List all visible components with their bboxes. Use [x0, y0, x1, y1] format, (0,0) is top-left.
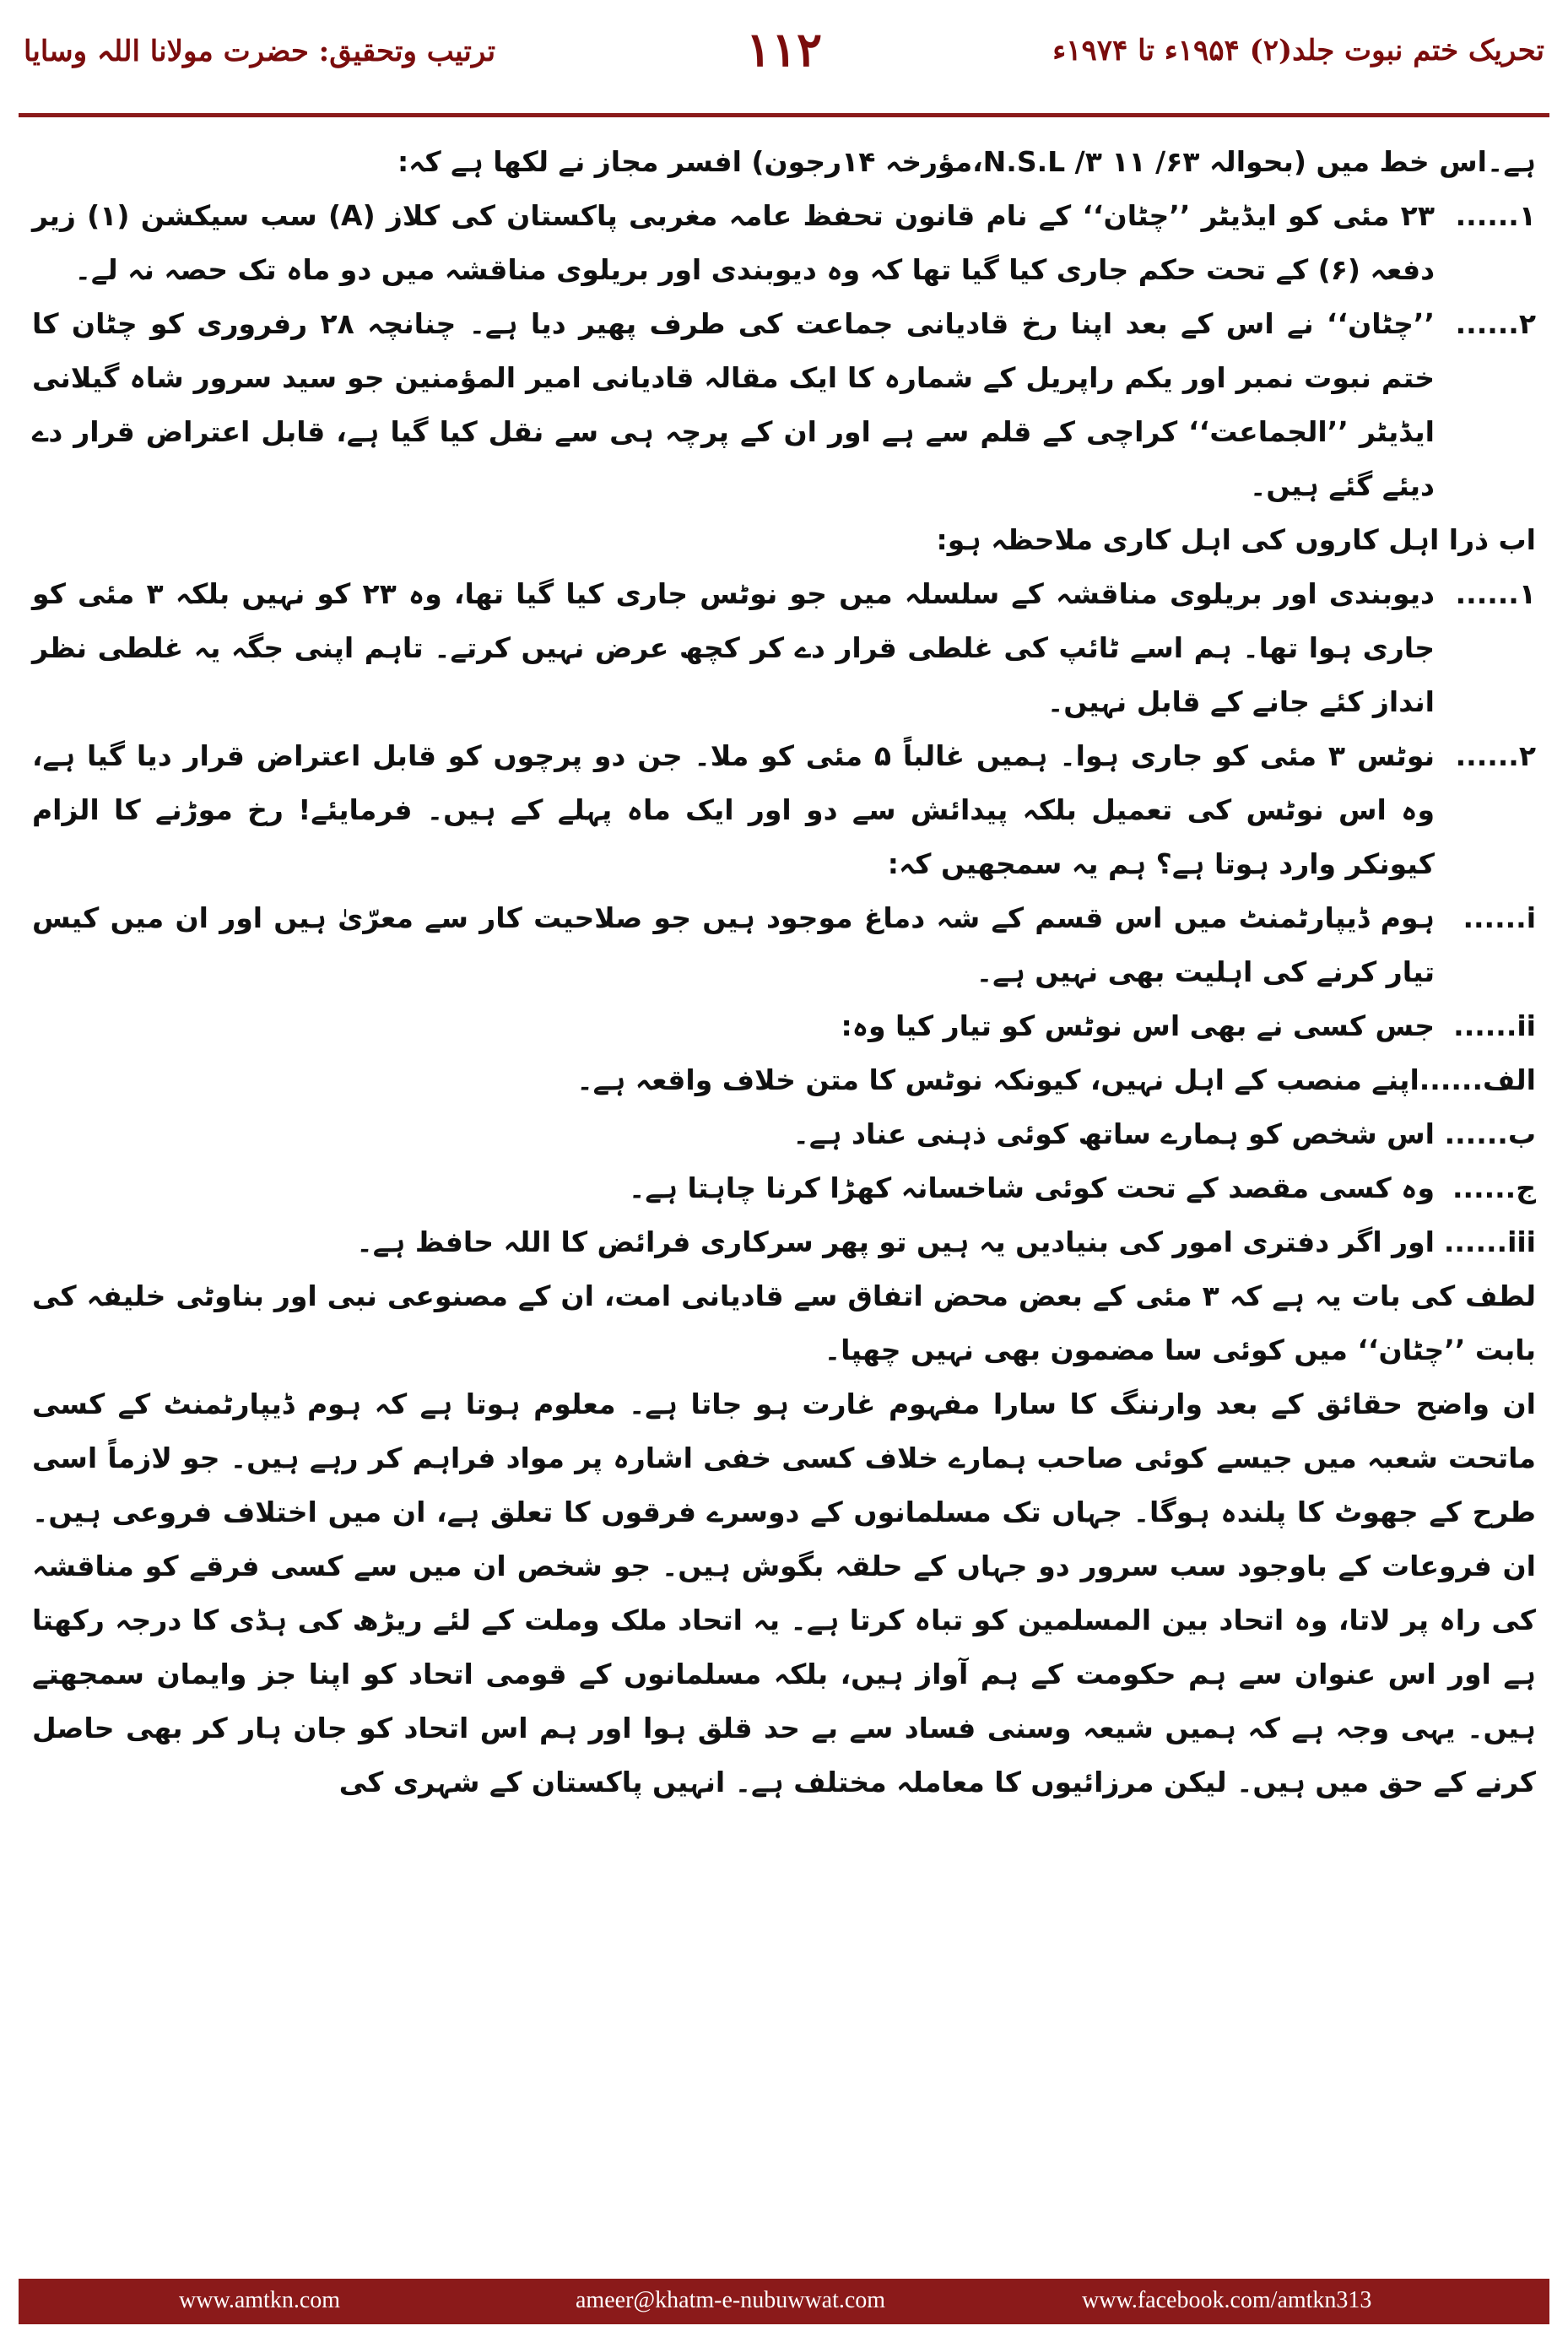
item-text: جس کسی نے بھی اس نوٹس کو تیار کیا وہ: — [841, 1009, 1435, 1042]
item-text: ہوم ڈیپارٹمنٹ میں اس قسم کے شہ دماغ موجود ہیں جو صلاحیت کار سے معرّیٰ ہیں اور ان میں کیس تیار کرنے کی اہلیت بھی نہیں ہے۔ — [32, 901, 1435, 988]
header-divider — [19, 113, 1549, 117]
item-text: اپنے منصب کے اہل نہیں، کیونکہ نوٹس کا متن خلاف واقعہ ہے۔ — [576, 1063, 1419, 1096]
reply-point — [32, 567, 1536, 729]
item-text: دیوبندی اور بریلوی مناقشہ کے سلسلہ میں جو نوٹس جاری کیا گیا تھا، وہ ۲۳ کو نہیں بلکہ ۳ مئی کو جاری ہوا تھا۔ ہم اسے ٹائپ کی غلطی قرار دے کر کچھ عرض نہیں کرتے۔ تاہم اپنی جگہ یہ غلطی نظر انداز کئے جانے کے قابل نہیں۔ — [32, 577, 1435, 718]
item-number: ج...... — [1452, 1171, 1536, 1204]
intro-line: ہے۔اس خط میں (بحوالہ ۶۳/ ۱۱ N.S.L /۳،مؤرخہ ۱۴رجون) افسر مجاز نے لکھا ہے کہ: — [397, 145, 1536, 178]
item-text: ۲۳ مئی کو ایڈیٹر ’’چٹان‘‘ کے نام قانون تحفظ عامہ مغربی پاکستان کی کلاز (A) سب سیکشن (۱) زیر دفعہ (۶) کے تحت حکم جاری کیا گیا تھا کہ وہ دیوبندی اور بریلوی مناقشہ میں دو ماہ تک حصہ نہ لے۔ — [32, 199, 1435, 286]
paragraph: لطف کی بات یہ ہے کہ ۳ مئی کے بعض محض اتفاق سے قادیانی امت، ان کے مصنوعی نبی اور بناوٹی خلیفہ کی بابت ’’چٹان‘‘ میں کوئی سا مضمون بھی نہیں چھپا۔ — [32, 1279, 1536, 1366]
paragraph: ان واضح حقائق کے بعد وارننگ کا سارا مفہوم غارت ہو جاتا ہے۔ معلوم ہوتا ہے کہ ہوم ڈیپارٹمنٹ کے کسی ماتحت شعبہ میں جیسے کوئی صاحب ہمارے خلاف کسی خفی اشارہ پر مواد فراہم کر رہے ہیں۔ جو لازماً اسی طرح کے جھوٹ کا پلندہ ہوگا۔ جہاں تک مسلمانوں کے دوسرے فرقوں کا تعلق ہے، ان میں اختلاف فروعی ہیں۔ ان فروعات کے باوجود سب سرور دو جہاں کے حلقہ بگوش ہیں۔ جو شخص ان میں سے کسی فرقے کو مناقشہ کی راہ پر لاتا، وہ اتحاد بین المسلمین کو تباہ کرتا ہے۔ یہ اتحاد ملک وملت کے لئے ریڑھ کی ہڈی کا درجہ رکھتا ہے اور اس عنوان سے ہم حکومت کے ہم آواز ہیں، بلکہ مسلمانوں کے قومی اتحاد کو اپنا جز وایمان سمجھتے ہیں۔ یہی وجہ ہے کہ ہمیں شیعہ وسنی فساد سے بے حد قلق ہوا اور ہم اس اتحاد کو جان ہار کر بھی حاصل کرنے کے حق میں ہیں۔ لیکن مرزائیوں کا معاملہ مختلف ہے۔ انہیں پاکستان کے شہری کی — [32, 1387, 1536, 1798]
item-text: اس شخص کو ہمارے ساتھ کوئی ذہنی عناد ہے۔ — [792, 1117, 1435, 1150]
letter-point — [32, 1161, 1536, 1215]
item-number: ب...... — [1444, 1117, 1536, 1150]
notice-point — [32, 189, 1536, 297]
item-text: اور اگر دفتری امور کی بنیادیں یہ ہیں تو پھر سرکاری فرائض کا اللہ حافظ ہے۔ — [356, 1225, 1435, 1258]
item-number: ۱...... — [1455, 577, 1536, 610]
roman-point — [32, 999, 1536, 1053]
reply-point — [32, 729, 1536, 891]
footer-bar — [19, 2279, 1549, 2324]
page-body — [32, 135, 1536, 1809]
page-number: ۱۱۲ — [745, 22, 823, 78]
item-text: نوٹس ۳ مئی کو جاری ہوا۔ ہمیں غالباً ۵ مئی کو ملا۔ جن دو پرچوں کو قابل اعتراض قرار دیا گیا ہے، وہ اس نوٹس کی تعمیل بلکہ پیدائش سے دو اور ایک ماہ پہلے کے ہیں۔ فرمایئے! رخ موڑنے کا الزام کیونکر وارد ہوتا ہے؟ ہم یہ سمجھیں کہ: — [32, 739, 1436, 880]
letter-point — [32, 1053, 1536, 1107]
item-number: ۲...... — [1455, 739, 1536, 772]
series-title: تحریک ختم نبوت جلد(۲) ۱۹۵۴ء تا ۱۹۷۴ء — [1052, 34, 1544, 68]
item-text: ’’چٹان‘‘ نے اس کے بعد اپنا رخ قادیانی جماعت کی طرف پھیر دیا ہے۔ چنانچہ ۲۸ رفروری کو چٹان کا ختم نبوت نمبر اور یکم راپریل کے شمارہ کا ایک مقالہ قادیانی امیر المؤمنین جو سید سرور شاہ گیلانی ایڈیٹر ’’الجماعت‘‘ کراچی کے قلم سے ہے اور ان کے پرچہ ہی سے نقل کیا گیا ہے، قابل اعتراض قرار دے دیئے گئے ہیں۔ — [32, 307, 1435, 502]
item-number: ii...... — [1453, 1009, 1536, 1042]
website-link[interactable]: www.amtkn.com — [179, 2287, 341, 2313]
item-text: وہ کسی مقصد کے تحت کوئی شاخسانہ کھڑا کرنا چاہتا ہے۔ — [629, 1171, 1435, 1204]
item-number: i...... — [1463, 901, 1536, 934]
lead-line: اب ذرا اہل کاروں کی اہل کاری ملاحظہ ہو: — [936, 523, 1536, 556]
notice-point — [32, 297, 1536, 513]
item-number: ۱...... — [1455, 199, 1536, 232]
page-header — [0, 0, 1568, 127]
email-link[interactable]: ameer@khatm-e-nubuwwat.com — [576, 2287, 886, 2313]
item-number: ۲...... — [1455, 307, 1536, 340]
compiler-credit: ترتیب وتحقیق: حضرت مولانا اللہ وسایا — [24, 35, 496, 68]
item-number: الف...... — [1419, 1063, 1536, 1096]
item-number: iii...... — [1443, 1225, 1536, 1258]
roman-point — [32, 1215, 1536, 1269]
page-footer — [0, 2279, 1568, 2342]
letter-point — [32, 1107, 1536, 1161]
facebook-link[interactable]: www.facebook.com/amtkn313 — [1082, 2287, 1372, 2313]
roman-point — [32, 891, 1536, 999]
